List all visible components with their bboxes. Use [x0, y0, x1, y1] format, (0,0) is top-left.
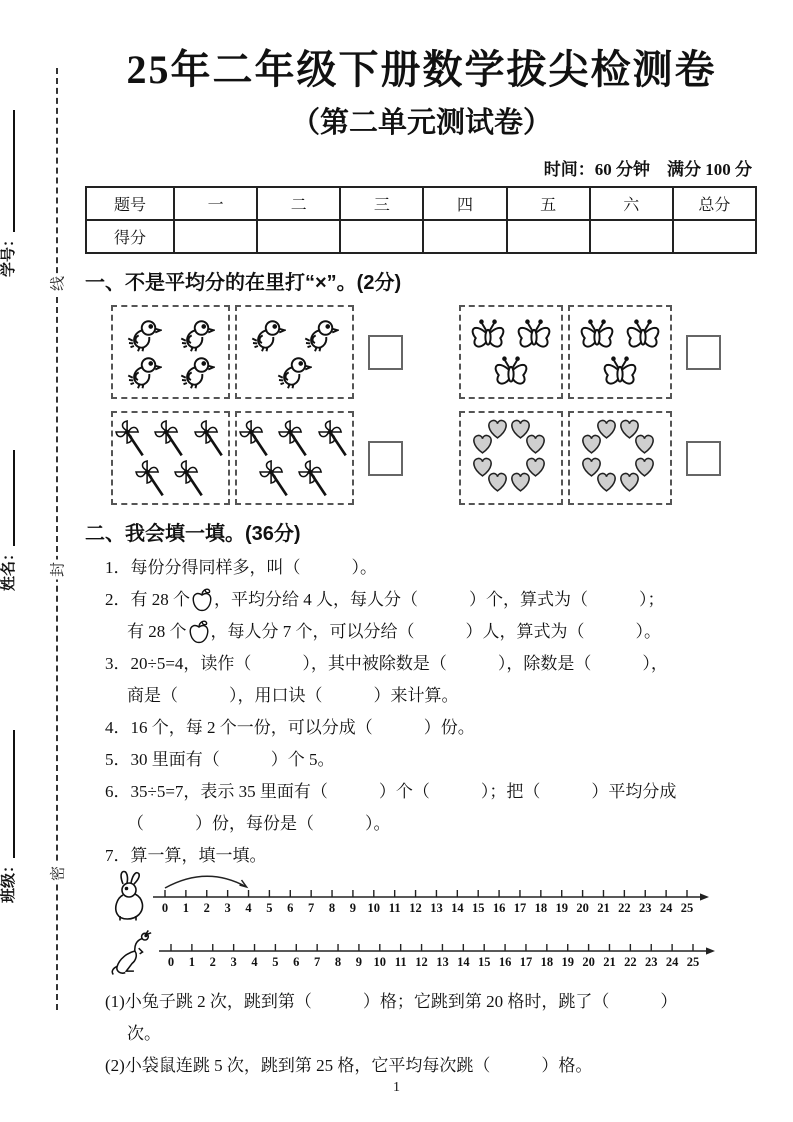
student-id-label: 学号： — [1, 231, 17, 277]
apple-icon — [188, 620, 210, 644]
dashed-item-box — [459, 411, 563, 505]
question-text: 1．每份分得同样多，叫（ ）。 — [105, 558, 377, 577]
svg-text:24: 24 — [665, 955, 679, 969]
score-table-header-cell: 题号 — [86, 187, 174, 220]
score-entry-cell[interactable] — [257, 220, 340, 253]
pinwheel-icon — [277, 419, 311, 458]
seal-char-feng: 封 — [44, 560, 71, 580]
butterfly-icon — [514, 316, 554, 352]
heart-icon — [508, 470, 533, 493]
kangaroo-icon — [109, 929, 155, 975]
question-text: 4．16 个，每 2 个一份，可以分成（ ）份。 — [105, 718, 475, 737]
score-table-header-cell: 二 — [257, 187, 340, 220]
svg-text:21: 21 — [597, 901, 610, 915]
svg-text:13: 13 — [436, 955, 449, 969]
question-text: 7．算一算，填一填。 — [105, 846, 267, 865]
svg-text:19: 19 — [561, 955, 574, 969]
question-text: 次。 — [127, 1024, 161, 1043]
svg-text:23: 23 — [638, 901, 652, 915]
svg-text:1: 1 — [188, 955, 196, 969]
svg-text:16: 16 — [498, 955, 512, 969]
page-number: 1 — [393, 1080, 400, 1095]
dashed-item-box — [568, 305, 672, 399]
dashed-item-box — [111, 305, 230, 399]
question-text: 有 28 个 — [127, 622, 187, 641]
score-table-header-cell: 六 — [590, 187, 673, 220]
svg-text:17: 17 — [513, 901, 527, 915]
svg-text:9: 9 — [355, 955, 363, 969]
picture-group — [111, 305, 403, 399]
question-text: 6．35÷5=7，表示 35 里面有（ ）个（ ）；把（ ）平均分成 — [105, 782, 677, 801]
heart-icon — [594, 417, 619, 440]
pinwheel-icon — [153, 419, 187, 458]
score-table-header-cell: 五 — [507, 187, 590, 220]
pinwheel-icon — [238, 419, 272, 458]
score-table-header-cell: 四 — [423, 187, 506, 220]
pinwheel-icon — [114, 419, 148, 458]
class-label: 班级： — [1, 857, 17, 903]
svg-text:1: 1 — [182, 901, 190, 915]
student-id-field — [0, 110, 18, 277]
number-line-row — [109, 872, 758, 926]
butterfly-icon — [468, 316, 508, 352]
score-entry-cell[interactable] — [340, 220, 423, 253]
score-table-header-cell: 总分 — [673, 187, 756, 220]
name-field — [0, 450, 18, 591]
pinwheel-icon — [317, 419, 351, 458]
score-entry-cell[interactable] — [673, 220, 756, 253]
svg-text:14: 14 — [457, 955, 470, 969]
number-line — [151, 867, 711, 921]
svg-text:15: 15 — [471, 901, 485, 915]
svg-text:4: 4 — [245, 901, 252, 915]
svg-text:20: 20 — [582, 955, 595, 969]
dashed-item-box — [235, 411, 354, 505]
question-text: (1)小兔子跳 2 次，跳到第（ ）格；它跳到第 20 格时，跳了（ ） — [105, 992, 678, 1011]
svg-text:11: 11 — [394, 955, 407, 969]
svg-text:2: 2 — [209, 955, 216, 969]
svg-text:20: 20 — [576, 901, 589, 915]
section1-heading: 一、不是平均分的在里打“×”。(2分) — [85, 272, 402, 294]
fill-item-line — [105, 648, 758, 680]
score-row-label: 得分 — [86, 220, 174, 253]
svg-text:6: 6 — [293, 955, 300, 969]
heart-icon — [485, 417, 510, 440]
svg-text:23: 23 — [644, 955, 658, 969]
svg-text:24: 24 — [659, 901, 673, 915]
test-paper — [85, 0, 758, 1082]
question-text: ，平均分给 4 人，每人分（ ）个，算式为（ ）； — [214, 590, 665, 609]
number-line — [157, 921, 717, 975]
dashed-item-box — [235, 305, 354, 399]
svg-text:4: 4 — [251, 955, 258, 969]
svg-text:8: 8 — [334, 955, 342, 969]
bird-icon — [126, 316, 162, 352]
score-entry-cell[interactable] — [507, 220, 590, 253]
svg-text:18: 18 — [540, 955, 554, 969]
dashed-item-box — [459, 305, 563, 399]
pinwheel-icon — [173, 459, 207, 498]
svg-text:22: 22 — [618, 901, 631, 915]
svg-text:10: 10 — [373, 955, 387, 969]
svg-text:16: 16 — [492, 901, 506, 915]
number-lines — [85, 872, 758, 980]
fill-item-line — [105, 680, 758, 712]
paper-subtitle: （第二单元测试卷） — [290, 107, 552, 139]
sub-questions — [85, 986, 758, 1082]
bird-icon — [250, 316, 286, 352]
fill-item-line — [105, 776, 758, 808]
butterfly-icon — [600, 353, 640, 389]
svg-text:15: 15 — [477, 955, 491, 969]
heart-icon — [579, 455, 604, 478]
svg-text:25: 25 — [680, 901, 694, 915]
svg-text:5: 5 — [266, 901, 273, 915]
question-text: ，每人分 7 个，可以分给（ ）人，算式为（ ）。 — [210, 622, 661, 641]
butterfly-icon — [491, 353, 531, 389]
sub-question-line — [105, 1018, 758, 1050]
heart-icon — [632, 432, 657, 455]
score-entry-cell[interactable] — [590, 220, 673, 253]
rabbit-icon — [109, 869, 149, 921]
svg-text:9: 9 — [349, 901, 357, 915]
svg-text:3: 3 — [230, 955, 237, 969]
svg-text:2: 2 — [203, 901, 210, 915]
score-table-header-cell: 一 — [174, 187, 257, 220]
picture-group — [459, 411, 751, 505]
question-text: 3．20÷5=4，读作（ ），其中被除数是（ ），除数是（ ）， — [105, 654, 668, 673]
apple-icon — [191, 588, 213, 612]
picture-group — [459, 305, 751, 399]
pinwheel-icon — [297, 459, 331, 498]
svg-text:0: 0 — [161, 901, 169, 915]
svg-text:8: 8 — [328, 901, 336, 915]
bird-icon — [276, 353, 312, 389]
svg-text:11: 11 — [388, 901, 401, 915]
section1-picture-groups — [85, 305, 758, 505]
svg-text:19: 19 — [555, 901, 568, 915]
dashed-item-box — [568, 411, 672, 505]
svg-text:0: 0 — [167, 955, 175, 969]
svg-text:13: 13 — [430, 901, 443, 915]
svg-text:12: 12 — [409, 901, 422, 915]
svg-text:22: 22 — [624, 955, 637, 969]
question-text: 5．30 里面有（ ）个 5。 — [105, 750, 335, 769]
question-text: （ ）份，每份是（ ）。 — [127, 814, 391, 833]
svg-text:7: 7 — [308, 901, 315, 915]
svg-text:18: 18 — [534, 901, 548, 915]
bird-icon — [126, 353, 162, 389]
butterfly-icon — [623, 316, 663, 352]
seal-char-line: 线 — [44, 274, 71, 294]
answer-checkbox[interactable] — [686, 441, 721, 476]
score-entry-cell[interactable] — [423, 220, 506, 253]
bird-icon — [303, 316, 339, 352]
score-entry-cell[interactable] — [174, 220, 257, 253]
svg-text:14: 14 — [451, 901, 464, 915]
name-label: 姓名： — [1, 545, 17, 591]
svg-text:3: 3 — [224, 901, 231, 915]
score-table — [85, 186, 757, 254]
fill-item-line — [105, 584, 758, 616]
svg-text:10: 10 — [367, 901, 381, 915]
score-table-header-cell: 三 — [340, 187, 423, 220]
class-field — [0, 730, 18, 903]
pinwheel-icon — [193, 419, 227, 458]
svg-text:17: 17 — [519, 955, 533, 969]
question-text: (2)小袋鼠连跳 5 次，跳到第 25 格，它平均每次跳（ ）格。 — [105, 1056, 593, 1075]
fill-in-items — [85, 552, 758, 872]
paper-title: 25年二年级下册数学拔尖检测卷 — [126, 47, 717, 92]
heart-icon — [470, 455, 495, 478]
fill-item-line — [105, 712, 758, 744]
bird-icon — [179, 353, 215, 389]
name-blank[interactable] — [0, 450, 15, 546]
sub-question-line — [105, 1050, 758, 1082]
section2-heading: 二、我会填一填。(36分) — [85, 523, 301, 545]
seal-char-mi: 密 — [44, 864, 71, 884]
heart-icon — [523, 432, 548, 455]
bird-icon — [179, 316, 215, 352]
svg-text:6: 6 — [287, 901, 294, 915]
butterfly-icon — [577, 316, 617, 352]
fill-item-line — [105, 808, 758, 840]
number-line-row — [109, 926, 758, 980]
question-text: 商是（ ），用口诀（ ）来计算。 — [127, 686, 459, 705]
time-score-meta: 时间：60 分钟 满分 100 分 — [543, 160, 752, 179]
heart-icon — [617, 470, 642, 493]
question-text: 2．有 28 个 — [105, 590, 190, 609]
pinwheel-icon — [134, 459, 168, 498]
answer-checkbox[interactable] — [368, 335, 403, 370]
student-id-blank[interactable] — [0, 110, 15, 232]
svg-text:7: 7 — [314, 955, 321, 969]
pinwheel-icon — [258, 459, 292, 498]
fill-item-line — [105, 616, 758, 648]
class-blank[interactable] — [0, 730, 15, 858]
sub-question-line — [105, 986, 758, 1018]
picture-group — [111, 411, 403, 505]
answer-checkbox[interactable] — [686, 335, 721, 370]
svg-text:25: 25 — [686, 955, 700, 969]
svg-text:5: 5 — [272, 955, 279, 969]
svg-text:12: 12 — [415, 955, 428, 969]
fill-item-line — [105, 552, 758, 584]
dashed-item-box — [111, 411, 230, 505]
svg-text:21: 21 — [603, 955, 616, 969]
answer-checkbox[interactable] — [368, 441, 403, 476]
fill-item-line — [105, 744, 758, 776]
